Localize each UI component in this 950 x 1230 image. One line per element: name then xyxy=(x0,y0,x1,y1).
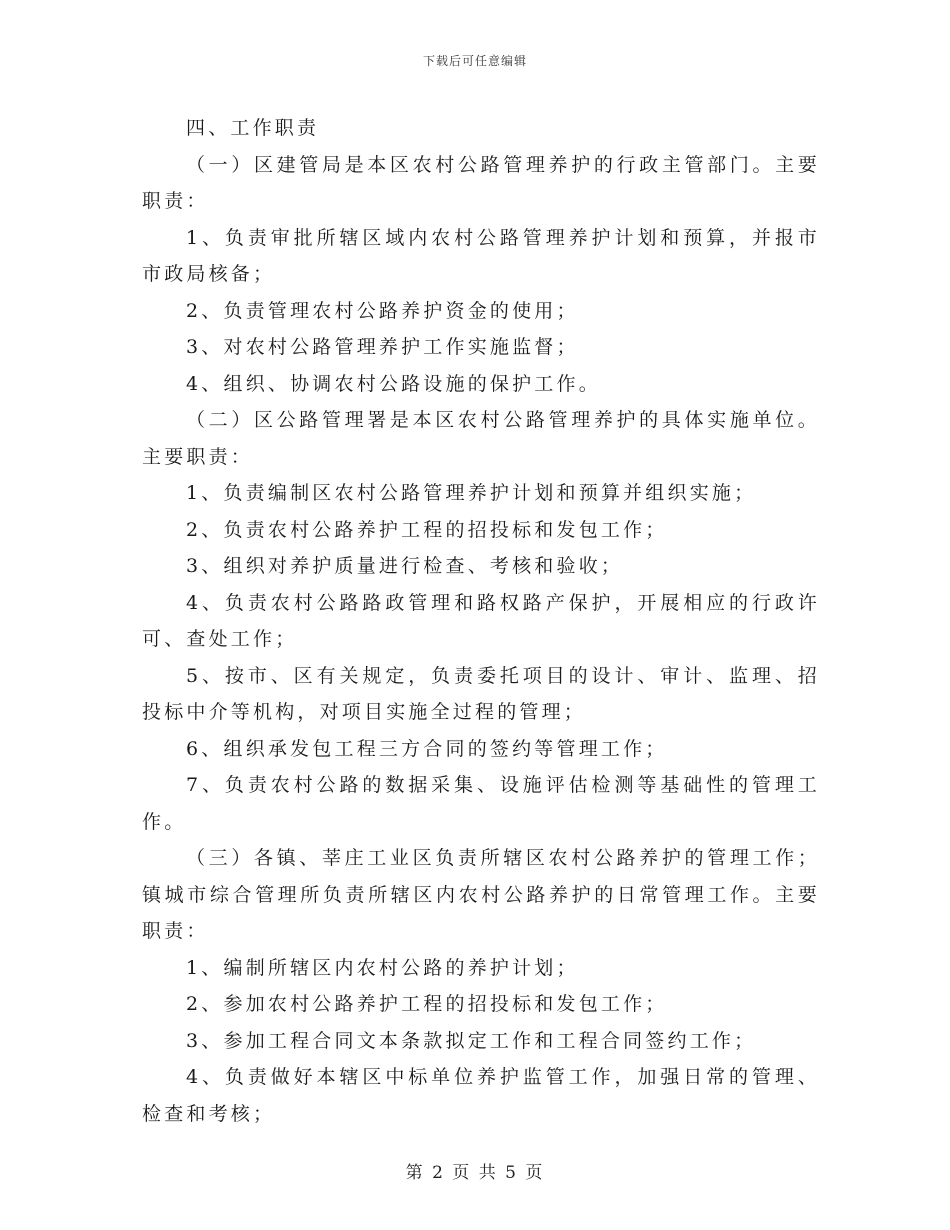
subsection-1-intro: （一）区建管局是本区农村公路管理养护的行政主管部门。主要职责： xyxy=(142,153,820,212)
list-item: 1、负责审批所辖区域内农村公路管理养护计划和预算，并报市市政局核备； xyxy=(142,226,820,285)
document-body xyxy=(142,110,820,1132)
list-item: 2、参加农村公路养护工程的招投标和发包工作； xyxy=(186,993,668,1015)
list-item: 4、负责做好本辖区中标单位养护监管工作，加强日常的管理、检查和考核； xyxy=(142,1066,820,1125)
page-footer: 第 2 页 共 5 页 xyxy=(405,1163,545,1183)
subsection-3-intro: （三）各镇、莘庄工业区负责所辖区农村公路养护的管理工作；镇城市综合管理所负责所辖区内农村公路养护的日常管理工作。主要职责： xyxy=(142,847,820,942)
page-header: 下载后可任意编辑 xyxy=(422,54,527,68)
list-item: 1、编制所辖区内农村公路的养护计划； xyxy=(186,956,579,979)
list-item: 7、负责农村公路的数据采集、设施评估检测等基础性的管理工作。 xyxy=(142,774,820,833)
subsection-2-intro: （二）区公路管理署是本区农村公路管理养护的具体实施单位。主要职责： xyxy=(142,409,820,468)
list-item: 2、负责管理农村公路养护资金的使用； xyxy=(186,299,579,322)
list-item: 1、负责编制区农村公路管理养护计划和预算并组织实施； xyxy=(186,482,757,504)
list-item: 3、组织对养护质量进行检查、考核和验收； xyxy=(186,555,624,577)
list-item: 3、对农村公路管理养护工作实施监督； xyxy=(186,336,579,358)
section-heading: 四、工作职责 xyxy=(186,117,320,139)
list-item: 5、按市、区有关规定，负责委托项目的设计、审计、监理、招投标中介等机构，对项目实施全过程的管理； xyxy=(142,664,820,723)
list-item: 6、组织承发包工程三方合同的签约等管理工作； xyxy=(186,737,668,760)
list-item: 4、组织、协调农村公路设施的保护工作。 xyxy=(186,372,601,395)
list-item: 2、负责农村公路养护工程的招投标和发包工作； xyxy=(186,518,668,541)
list-item: 4、负责农村公路路政管理和路权路产保护，开展相应的行政许可、查处工作； xyxy=(142,591,820,650)
list-item: 3、参加工程合同文本条款拟定工作和工程合同签约工作； xyxy=(186,1029,757,1052)
